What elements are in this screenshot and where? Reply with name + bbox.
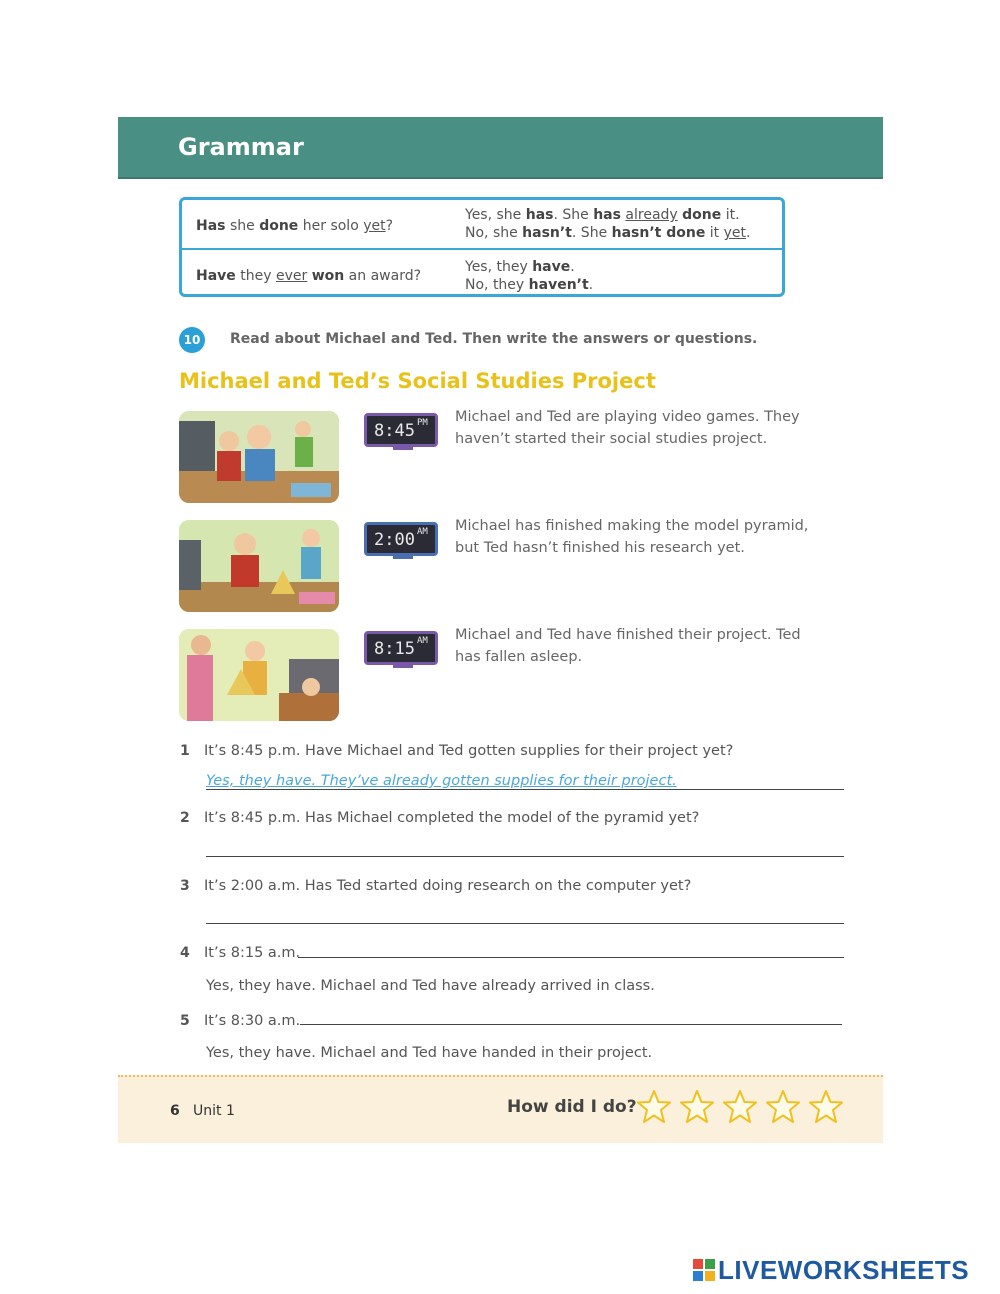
grammar-word: .: [746, 225, 751, 241]
page-footer: [118, 1075, 883, 1143]
answer-line[interactable]: [206, 856, 844, 857]
clock-stand: [393, 555, 413, 559]
question-number: 4: [180, 945, 190, 961]
illustration-project-finished: [179, 629, 339, 721]
grammar-word: they: [235, 268, 276, 284]
clock-stand: [393, 664, 413, 668]
digital-clock: [364, 522, 438, 556]
grammar-word: already: [625, 207, 678, 223]
clock-time: 8:45: [374, 421, 415, 441]
grammar-word: an award?: [344, 268, 422, 284]
question-line[interactable]: [300, 1024, 842, 1025]
grammar-word: won: [311, 268, 345, 284]
grammar-question: [196, 268, 421, 284]
question-number: 5: [180, 1013, 190, 1029]
grammar-row: [182, 200, 782, 250]
grammar-word: Yes, they: [465, 259, 533, 275]
clock-ampm: PM: [417, 418, 428, 428]
grammar-word: . She: [571, 225, 612, 241]
grammar-word: she: [225, 218, 260, 234]
panel-description: Michael and Ted are playing video games. They haven’t started their social studies project.: [455, 409, 800, 447]
clock-time: 8:15: [374, 639, 415, 659]
logo-mark-icon: [693, 1259, 715, 1281]
clock-ampm: AM: [417, 636, 428, 646]
unit-label: Unit 1: [193, 1103, 235, 1119]
grammar-word: hasn’t: [522, 225, 572, 241]
question-text: It’s 8:45 p.m. Have Michael and Ted gotten supplies for their project yet?: [204, 743, 734, 759]
question-text: It’s 2:00 a.m. Has Ted started doing research on the computer yet?: [204, 878, 692, 894]
grammar-word: done: [259, 218, 299, 234]
question-number: 2: [180, 810, 190, 826]
worksheet-page: [118, 117, 883, 1141]
grammar-word: has: [593, 207, 621, 223]
exercise-number-badge: 10: [179, 327, 205, 353]
exercise-instruction: Read about Michael and Ted. Then write the answers or questions.: [230, 331, 758, 347]
grammar-word: .: [588, 277, 594, 293]
grammar-word: Yes, she: [465, 207, 526, 223]
question-text: It’s 8:30 a.m.: [204, 1013, 301, 1029]
grammar-word: hasn’t done: [611, 225, 706, 241]
star-icon[interactable]: [722, 1089, 758, 1125]
illustration-video-games: [179, 411, 339, 503]
clock-time: 2:00: [374, 530, 415, 550]
illustration-image: [179, 520, 339, 612]
grammar-word: Has: [196, 218, 226, 234]
self-assessment-label: How did I do?: [507, 1097, 637, 1117]
grammar-word: it: [705, 225, 724, 241]
digital-clock: [364, 631, 438, 665]
grammar-word: done: [682, 207, 722, 223]
panel-description: Michael has finished making the model pyramid, but Ted hasn’t finished his research yet.: [455, 518, 809, 556]
grammar-word: have: [532, 259, 571, 275]
page-number: 6: [170, 1103, 180, 1119]
logo-text: LIVEWORKSHEETS: [718, 1255, 970, 1285]
answer-text-handwritten: Yes, they have. They’ve already gotten supplies for their project.: [206, 773, 677, 789]
grammar-table: [179, 197, 785, 297]
star-icon[interactable]: [765, 1089, 801, 1125]
grammar-word: haven’t: [528, 277, 589, 293]
star-icon[interactable]: [679, 1089, 715, 1125]
grammar-word: ever: [275, 268, 308, 284]
given-answer: Yes, they have. Michael and Ted have handed in their project.: [206, 1045, 653, 1061]
question-number: 3: [180, 878, 190, 894]
question-line[interactable]: [298, 957, 844, 958]
grammar-word: her solo: [298, 218, 364, 234]
illustration-image: [179, 629, 339, 721]
given-answer: Yes, they have. Michael and Ted have already arrived in class.: [206, 978, 655, 994]
grammar-word: has: [525, 207, 554, 223]
grammar-word: No, they: [465, 277, 529, 293]
question-text: It’s 8:45 p.m. Has Michael completed the model of the pyramid yet?: [204, 810, 700, 826]
grammar-answer: [465, 206, 750, 242]
question-text: It’s 8:15 a.m.: [204, 945, 301, 961]
digital-clock: [364, 413, 438, 447]
grammar-answer: [465, 258, 593, 294]
grammar-word: No, she: [465, 225, 523, 241]
grammar-word: .: [570, 259, 575, 275]
grammar-word: it.: [721, 207, 740, 223]
grammar-row: [182, 250, 782, 298]
star-icon[interactable]: [808, 1089, 844, 1125]
grammar-word: yet: [723, 225, 747, 241]
illustration-pyramid-model: [179, 520, 339, 612]
section-header: [118, 117, 883, 179]
panel-description: Michael and Ted have finished their project. Ted has fallen asleep.: [455, 627, 801, 665]
clock-ampm: AM: [417, 527, 428, 537]
star-icon[interactable]: [636, 1089, 672, 1125]
grammar-word: ?: [385, 218, 394, 234]
illustration-image: [179, 411, 339, 503]
question-number: 1: [180, 743, 190, 759]
answer-line[interactable]: [206, 789, 844, 790]
answer-line[interactable]: [206, 923, 844, 924]
section-title-grammar: Grammar: [178, 133, 304, 161]
grammar-word: . She: [553, 207, 594, 223]
grammar-word: Have: [196, 268, 236, 284]
clock-stand: [393, 446, 413, 450]
grammar-word: yet: [363, 218, 386, 234]
grammar-question: [196, 218, 393, 234]
story-title: Michael and Ted’s Social Studies Project: [179, 369, 656, 393]
